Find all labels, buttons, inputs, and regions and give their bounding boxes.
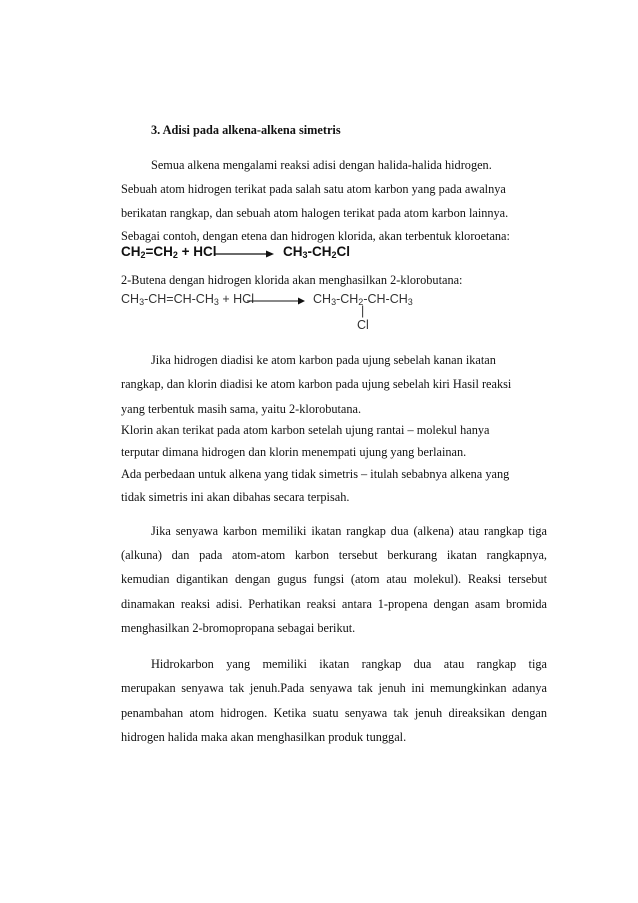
reaction1-r2-sub: 2 xyxy=(172,250,178,260)
para3-line: Ada perbedaan untuk alkena yang tidak simetris – itulah sebabnya alkena yang xyxy=(121,467,510,481)
reaction1-p2: -CH xyxy=(307,244,332,259)
reaction1-p3: Cl xyxy=(336,244,351,259)
reaction2-p3-sub: 3 xyxy=(407,297,413,307)
para2-text: 2-Butena dengan hidrogen klorida akan menghasilkan 2-klorobutana: xyxy=(121,273,463,287)
reaction2-p1: CH xyxy=(313,292,332,306)
para4-line: kemudian digantikan dengan gugus fungsi (atom atau molekul). Reaksi tersebut xyxy=(121,572,547,586)
para1-line: Sebagai contoh, dengan etena dan hidrogen klorida, akan terbentuk kloroetana: xyxy=(121,229,510,243)
para3-line: rangkap, dan klorin diadisi ke atom karbon pada ujung sebelah kiri Hasil reaksi xyxy=(121,377,512,391)
reaction2-p2-sub: 2 xyxy=(358,297,364,307)
para3-line: tidak simetris ini akan dibahas secara terpisah. xyxy=(121,490,350,504)
reaction2-arrow-icon xyxy=(247,296,305,306)
reaction1-p1-sub: 3 xyxy=(302,250,308,260)
para1-line: Sebuah atom hidrogen terikat pada salah satu atom karbon yang pada awalnya xyxy=(121,182,506,196)
reaction1-p1: CH xyxy=(283,244,303,259)
reaction1-arrow-icon xyxy=(214,249,274,259)
section-heading: 3. Adisi pada alkena-alkena simetris xyxy=(151,123,341,137)
reaction2-r1: CH xyxy=(121,292,140,306)
reaction1-r2: =CH xyxy=(145,244,173,259)
para5-line: merupakan senyawa tak jenuh.Pada senyawa tak jenuh ini memungkinkan adanya xyxy=(121,681,547,695)
para4-line: (alkuna) dan pada atom-atom karbon tersebut berkurang ikatan rangkapnya, xyxy=(121,548,547,562)
reaction2-branch-bond: | xyxy=(361,304,365,318)
para3-line: Jika hidrogen diadisi ke atom karbon pada ujung sebelah kanan ikatan xyxy=(151,353,496,367)
para4-line: menghasilkan 2-bromopropana sebagai berikut. xyxy=(121,621,356,635)
reaction2-p1-sub: 3 xyxy=(331,297,337,307)
reaction2-reactants xyxy=(121,292,254,306)
reaction2-p3: -CH-CH xyxy=(363,292,408,306)
para5-line: penambahan atom hidrogen. Ketika suatu senyawa tak jenuh direaksikan dengan xyxy=(121,706,547,720)
para4-line: dinamakan reaksi adisi. Perhatikan reaksi antara 1-propena dengan asam bromida xyxy=(121,597,547,611)
reaction1-r1-sub: 2 xyxy=(140,250,146,260)
para1-line: Semua alkena mengalami reaksi adisi dengan halida-halida hidrogen. xyxy=(151,158,492,172)
reaction1-r1: CH xyxy=(121,244,141,259)
reaction2-branch-chlorine: Cl xyxy=(357,318,369,332)
para1-line: berikatan rangkap, dan sebuah atom halogen terikat pada atom karbon lainnya. xyxy=(121,206,509,220)
para5-line: Hidrokarbon yang memiliki ikatan rangkap dua atau rangkap tiga xyxy=(151,657,547,671)
para5-line: hidrogen halida maka akan menghasilkan produk tunggal. xyxy=(121,730,407,744)
reaction1-products xyxy=(283,244,350,259)
reaction2-r2: -CH=CH-CH xyxy=(144,292,214,306)
para3-line: yang terbentuk masih sama, yaitu 2-klorobutana. xyxy=(121,402,362,416)
reaction2-r1-sub: 3 xyxy=(139,297,145,307)
reaction1-reactants xyxy=(121,244,217,259)
para4-line: Jika senyawa karbon memiliki ikatan rangkap dua (alkena) atau rangkap tiga xyxy=(151,524,547,538)
reaction1-p2-sub: 2 xyxy=(331,250,337,260)
reaction2-p2: -CH xyxy=(336,292,359,306)
para3-line: Klorin akan terikat pada atom karbon setelah ujung rantai – molekul hanya xyxy=(121,423,490,437)
reaction2-r2-sub: 3 xyxy=(213,297,219,307)
reaction1-plus: + HCl xyxy=(177,244,217,259)
para3-line: terputar dimana hidrogen dan klorin menempati ujung yang berlainan. xyxy=(121,445,467,459)
reaction2-plus: + HCl xyxy=(218,292,254,306)
